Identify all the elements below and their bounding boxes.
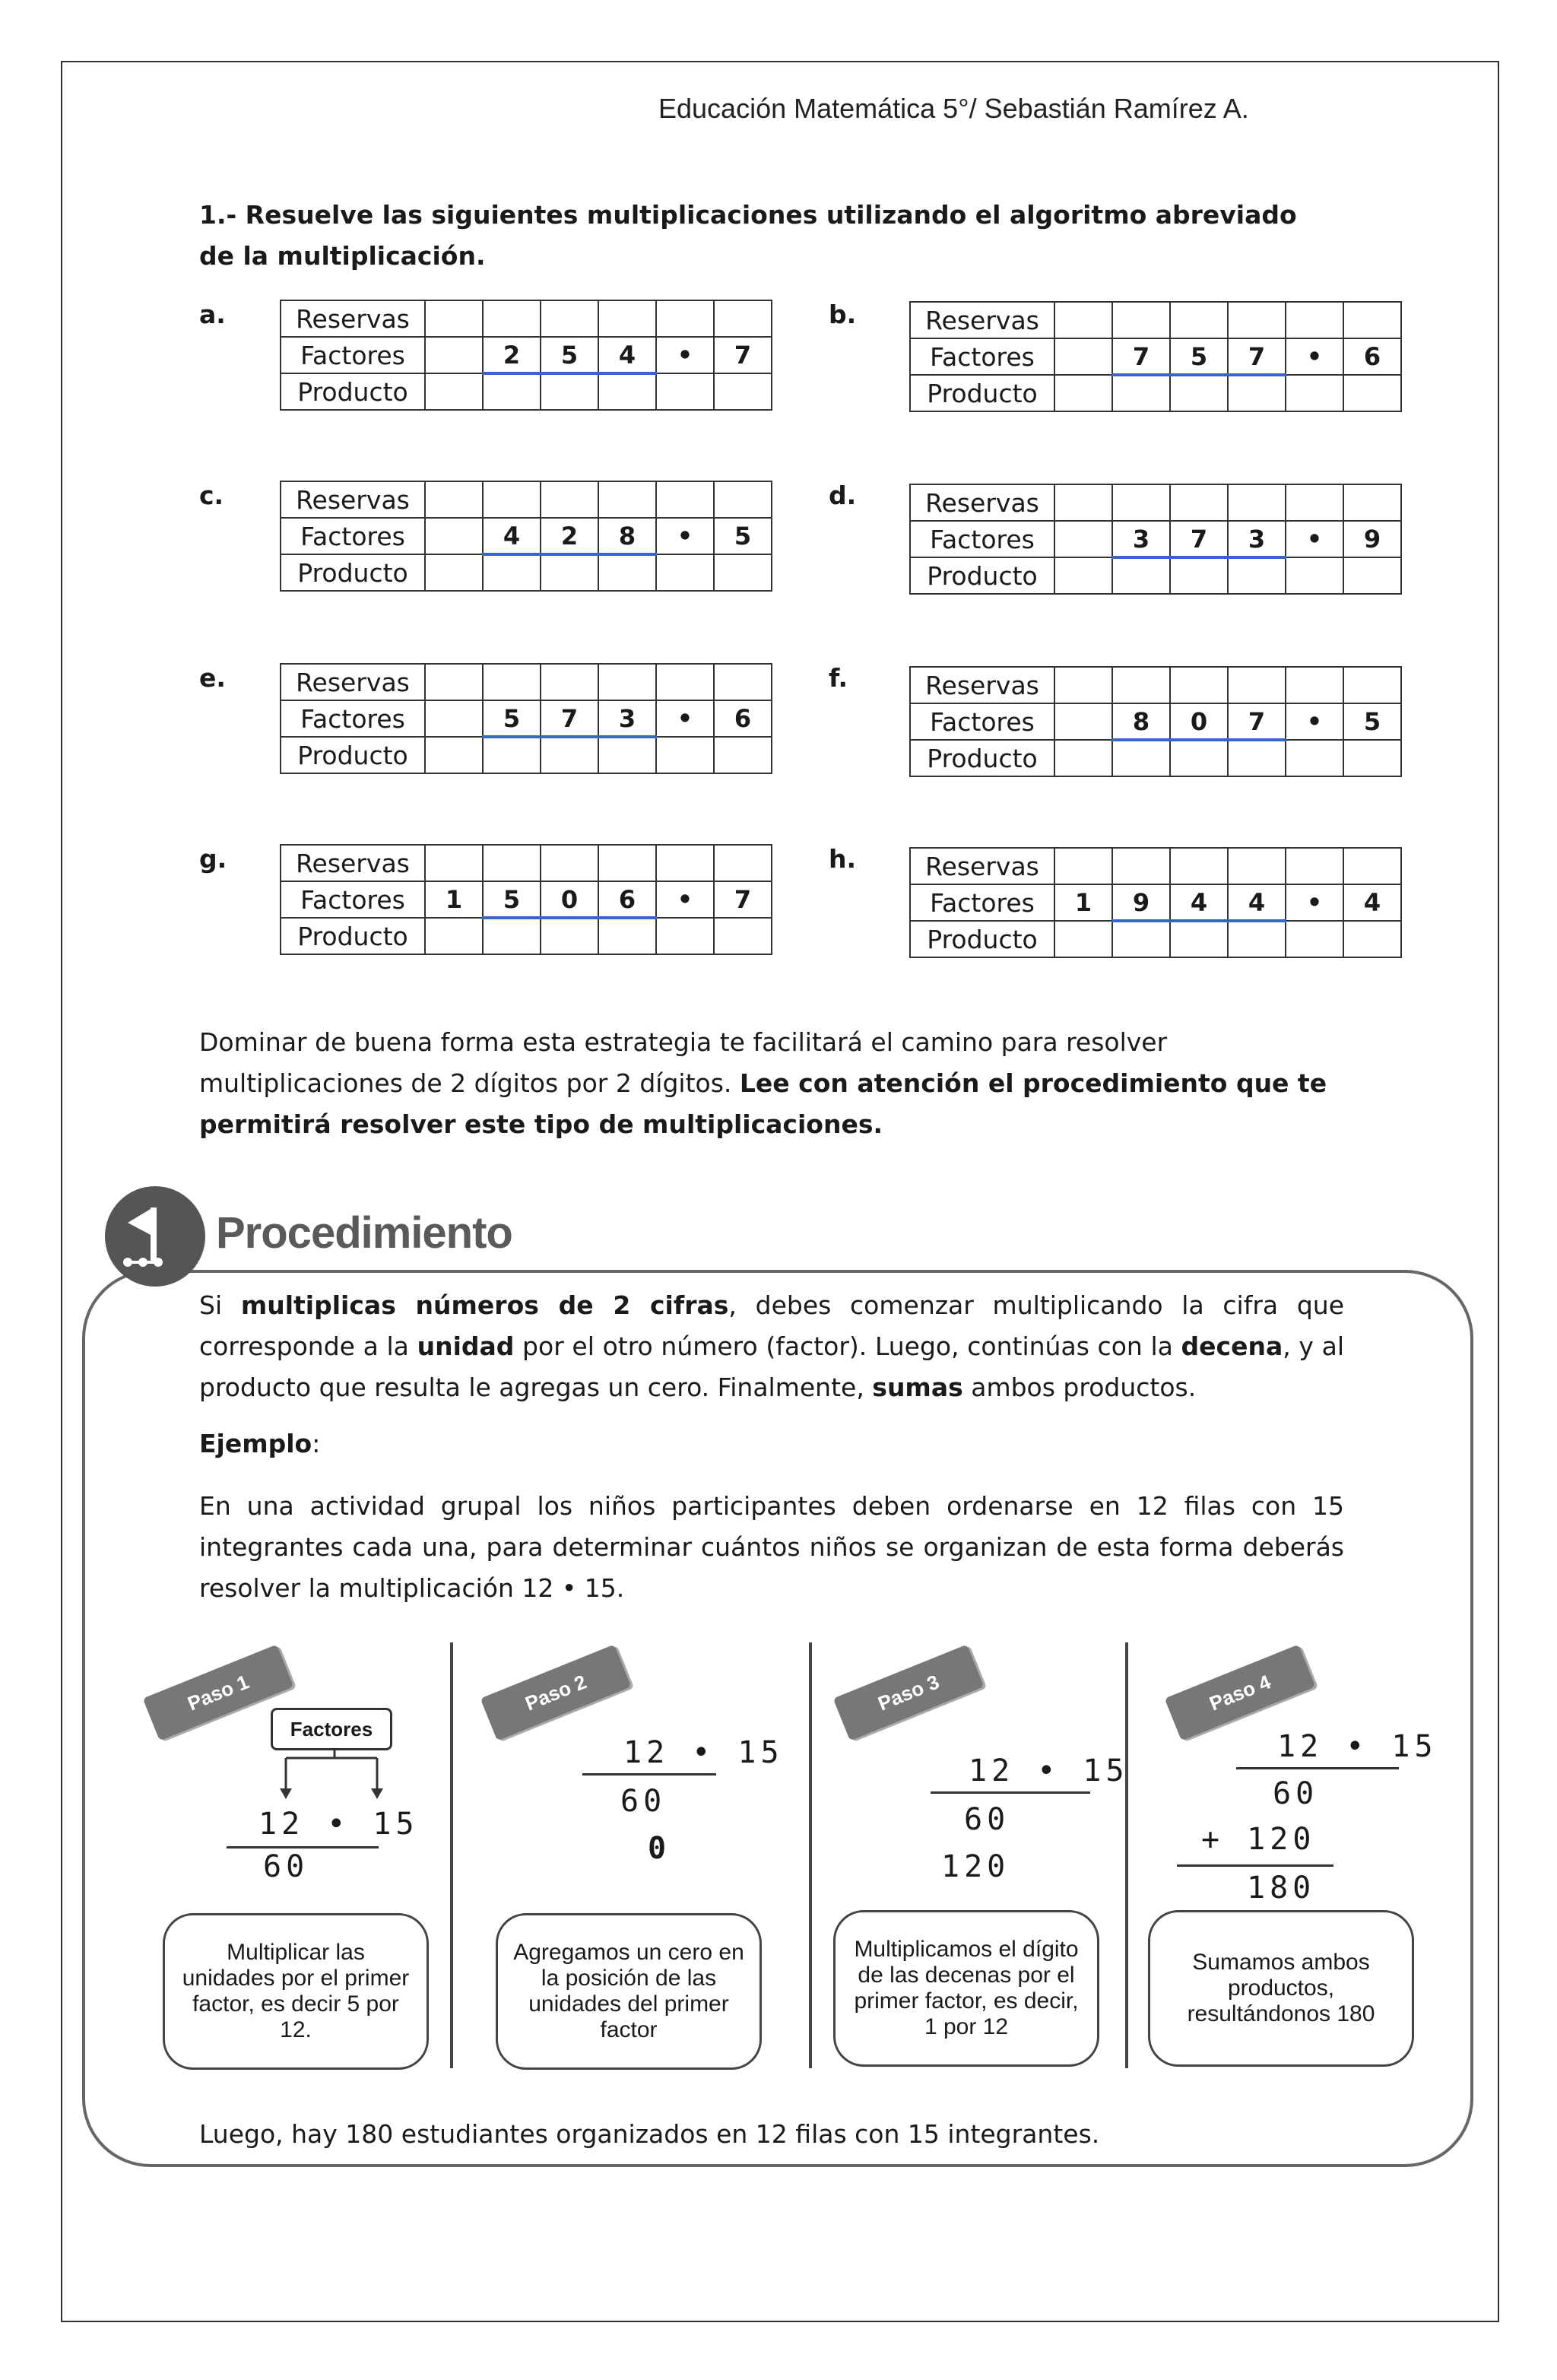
producto-cell[interactable]: [483, 554, 541, 591]
producto-cell[interactable]: [714, 737, 772, 773]
reservas-label: Reservas: [281, 845, 425, 881]
producto-cell[interactable]: [1054, 740, 1112, 776]
producto-cell[interactable]: [483, 373, 541, 410]
factor-cell: 5: [483, 700, 541, 737]
producto-label: Producto: [910, 375, 1054, 411]
step-2-result-1: 60: [620, 1784, 667, 1819]
step-divider: [450, 1642, 453, 2068]
producto-cell[interactable]: [483, 737, 541, 773]
producto-cell[interactable]: [1286, 740, 1343, 776]
factor-cell: 9: [1112, 884, 1170, 921]
factor-cell: 4: [1343, 884, 1401, 921]
producto-cell[interactable]: [714, 373, 772, 410]
example-text: En una actividad grupal los niños participantes deben ordenarse en 12 filas con 15 integrantes cada una, para determinar cuántos niños se organizan de esta forma deberás resolver la multiplicación 12 • 15.: [199, 1491, 1344, 1603]
reservas-cell[interactable]: [656, 300, 714, 337]
factor-cell: •: [1286, 338, 1343, 375]
reservas-cell[interactable]: [425, 300, 483, 337]
factor-cell: •: [656, 337, 714, 373]
factor-cell: •: [1286, 703, 1343, 740]
producto-cell[interactable]: [1343, 921, 1401, 957]
factor-cell: 3: [1228, 521, 1286, 557]
reservas-cell[interactable]: [1343, 667, 1401, 703]
exercise-letter: b.: [829, 300, 857, 329]
factor-cell: •: [656, 518, 714, 554]
factor-cell: 4: [483, 518, 541, 554]
reservas-cell[interactable]: [1170, 302, 1228, 338]
producto-label: Producto: [910, 740, 1054, 776]
factores-label: Factores: [910, 884, 1054, 921]
producto-cell[interactable]: [656, 554, 714, 591]
reservas-cell[interactable]: [1112, 302, 1170, 338]
reservas-label: Reservas: [281, 664, 425, 700]
step-4-operation: 12 • 15: [1277, 1729, 1438, 1764]
reservas-label: Reservas: [910, 848, 1054, 884]
producto-cell[interactable]: [425, 373, 483, 410]
producto-cell[interactable]: [1170, 375, 1228, 411]
factor-cell: [425, 337, 483, 373]
factor-cell: 7: [714, 337, 772, 373]
procedure-explanation: Si multiplicas números de 2 cifras, debes comenzar multiplicando la cifra que corresponde a la unidad por el otro número (factor). Luego, continúas con la decena, y al producto que resulta le agregas un cero. Finalmente, sumas ambos productos.: [199, 1290, 1345, 1402]
exercise-letter: e.: [199, 663, 226, 693]
factor-cell: 1: [425, 881, 483, 918]
reservas-cell[interactable]: [1343, 848, 1401, 884]
producto-cell[interactable]: [1054, 921, 1112, 957]
reservas-cell[interactable]: [1286, 667, 1343, 703]
multiplication-table: [909, 847, 1402, 958]
reservas-cell[interactable]: [483, 481, 541, 518]
producto-cell[interactable]: [425, 737, 483, 773]
factor-cell: 2: [483, 337, 541, 373]
producto-cell[interactable]: [1170, 740, 1228, 776]
intro-bold: Lee con atención el procedimiento que te permitirá resolver este tipo de multiplicaciones.: [199, 1068, 1327, 1139]
step-3-result-2: 120: [941, 1849, 1010, 1884]
producto-cell[interactable]: [425, 554, 483, 591]
factor-cell: 0: [1170, 703, 1228, 740]
reservas-cell[interactable]: [1228, 484, 1286, 521]
factor-cell: 7: [541, 700, 598, 737]
producto-cell[interactable]: [1343, 557, 1401, 594]
reservas-cell[interactable]: [714, 300, 772, 337]
factor-cell: [1054, 703, 1112, 740]
factor-cell: 5: [714, 518, 772, 554]
reservas-cell[interactable]: [1228, 667, 1286, 703]
underline: [582, 1773, 716, 1775]
reservas-label: Reservas: [910, 667, 1054, 703]
step-2-operation: 12 • 15: [623, 1735, 784, 1770]
factor-cell: 4: [1170, 884, 1228, 921]
factor-cell: [425, 700, 483, 737]
factor-cell: 2: [541, 518, 598, 554]
producto-cell[interactable]: [541, 918, 598, 954]
reservas-cell[interactable]: [714, 845, 772, 881]
producto-cell[interactable]: [541, 737, 598, 773]
factor-cell: 8: [598, 518, 656, 554]
exercise-letter: c.: [199, 481, 224, 510]
reservas-cell[interactable]: [656, 481, 714, 518]
reservas-cell[interactable]: [541, 664, 598, 700]
producto-cell[interactable]: [1228, 740, 1286, 776]
reservas-cell[interactable]: [541, 300, 598, 337]
reservas-cell[interactable]: [714, 664, 772, 700]
flag-icon: [105, 1186, 205, 1287]
step-3-operation: 12 • 15: [969, 1753, 1129, 1788]
reservas-cell[interactable]: [656, 845, 714, 881]
page-header: Educación Matemática 5°/ Sebastián Ramírez A.: [658, 93, 1249, 124]
factor-cell: 9: [1343, 521, 1401, 557]
reservas-cell[interactable]: [1054, 302, 1112, 338]
factores-label: Factores: [910, 338, 1054, 375]
step-1-tag: Paso 1: [143, 1645, 294, 1741]
producto-cell[interactable]: [1170, 557, 1228, 594]
producto-cell[interactable]: [1228, 921, 1286, 957]
factor-cell: 7: [1112, 338, 1170, 375]
reservas-label: Reservas: [910, 302, 1054, 338]
reservas-cell[interactable]: [598, 481, 656, 518]
step-2-explanation: Agregamos un cero en la posición de las unidades del primer factor: [496, 1913, 762, 2070]
reservas-cell[interactable]: [1286, 848, 1343, 884]
producto-cell[interactable]: [425, 918, 483, 954]
exercise-letter: h.: [829, 844, 857, 874]
factor-cell: 4: [1228, 884, 1286, 921]
reservas-cell[interactable]: [598, 300, 656, 337]
step-4-result-3: 180: [1247, 1871, 1316, 1906]
producto-cell[interactable]: [714, 554, 772, 591]
producto-cell[interactable]: [541, 373, 598, 410]
reservas-cell[interactable]: [483, 300, 541, 337]
reservas-cell[interactable]: [1112, 484, 1170, 521]
producto-label: Producto: [281, 737, 425, 773]
factor-cell: •: [1286, 521, 1343, 557]
reservas-cell[interactable]: [425, 481, 483, 518]
reservas-cell[interactable]: [1286, 484, 1343, 521]
reservas-cell[interactable]: [1054, 484, 1112, 521]
factores-label: Factores: [271, 1708, 392, 1750]
step-3-tag: Paso 3: [833, 1645, 985, 1741]
factor-cell: 3: [1112, 521, 1170, 557]
producto-cell[interactable]: [1112, 740, 1170, 776]
producto-label: Producto: [281, 373, 425, 410]
exercise-letter: f.: [829, 663, 848, 693]
multiplication-table: [909, 484, 1402, 595]
step-divider: [1125, 1642, 1128, 2068]
factor-cell: 6: [598, 881, 656, 918]
reservas-label: Reservas: [281, 481, 425, 518]
reservas-cell[interactable]: [1054, 848, 1112, 884]
factor-cell: 4: [598, 337, 656, 373]
step-4-result-1: 60: [1273, 1776, 1319, 1811]
reservas-cell[interactable]: [1170, 667, 1228, 703]
reservas-cell[interactable]: [656, 664, 714, 700]
producto-cell[interactable]: [656, 373, 714, 410]
producto-cell[interactable]: [1286, 921, 1343, 957]
reservas-cell[interactable]: [1170, 848, 1228, 884]
factor-cell: •: [1286, 884, 1343, 921]
factor-cell: [1054, 521, 1112, 557]
multiplication-table: [280, 481, 772, 592]
step-4-result-2: + 120: [1201, 1822, 1316, 1857]
factores-label: Factores: [910, 521, 1054, 557]
reservas-cell[interactable]: [1286, 302, 1343, 338]
step-2-tag: Paso 2: [480, 1645, 632, 1741]
reservas-cell[interactable]: [1343, 302, 1401, 338]
reservas-cell[interactable]: [1112, 848, 1170, 884]
producto-cell[interactable]: [714, 918, 772, 954]
producto-label: Producto: [281, 554, 425, 591]
step-4-explanation: Sumamos ambos productos, resultándonos 180: [1148, 1910, 1414, 2067]
factores-label: Factores: [281, 337, 425, 373]
reservas-cell[interactable]: [598, 845, 656, 881]
factor-cell: 7: [1170, 521, 1228, 557]
producto-cell[interactable]: [1170, 921, 1228, 957]
reservas-cell[interactable]: [714, 481, 772, 518]
reservas-cell[interactable]: [483, 664, 541, 700]
producto-cell[interactable]: [1112, 375, 1170, 411]
factor-cell: 5: [483, 881, 541, 918]
factor-cell: 7: [1228, 703, 1286, 740]
producto-cell[interactable]: [1054, 375, 1112, 411]
factor-cell: 5: [541, 337, 598, 373]
procedure-title: Procedimiento: [216, 1208, 512, 1258]
step-divider: [809, 1642, 812, 2068]
step-1-operation: 12 • 15: [258, 1807, 419, 1842]
factor-cell: 3: [598, 700, 656, 737]
factor-cell: 7: [1228, 338, 1286, 375]
reservas-cell[interactable]: [1112, 667, 1170, 703]
factor-cell: 1: [1054, 884, 1112, 921]
step-4-tag: Paso 4: [1165, 1645, 1316, 1741]
intro-paragraph: [199, 1022, 1340, 1145]
underline: [931, 1791, 1090, 1794]
reservas-cell[interactable]: [541, 845, 598, 881]
producto-cell[interactable]: [483, 918, 541, 954]
producto-cell[interactable]: [1286, 557, 1343, 594]
producto-cell[interactable]: [1228, 557, 1286, 594]
producto-cell[interactable]: [1054, 557, 1112, 594]
step-1-result: 60: [263, 1849, 309, 1884]
multiplication-table: [280, 300, 772, 411]
producto-cell[interactable]: [598, 554, 656, 591]
reservas-cell[interactable]: [1228, 302, 1286, 338]
step-3-explanation: Multiplicamos el dígito de las decenas por el primer factor, es decir, 1 por 12: [833, 1910, 1099, 2067]
reservas-cell[interactable]: [425, 845, 483, 881]
multiplication-table: [280, 844, 772, 955]
producto-label: Producto: [910, 557, 1054, 594]
factor-cell: 7: [714, 881, 772, 918]
underline: [1236, 1767, 1399, 1769]
producto-cell[interactable]: [1343, 740, 1401, 776]
step-2-result-2: 0: [648, 1831, 671, 1866]
producto-cell[interactable]: [598, 373, 656, 410]
factores-label: Factores: [910, 703, 1054, 740]
producto-label: Producto: [910, 921, 1054, 957]
step-3-result-1: 60: [964, 1802, 1010, 1837]
reservas-cell[interactable]: [1170, 484, 1228, 521]
reservas-cell[interactable]: [541, 481, 598, 518]
reservas-label: Reservas: [910, 484, 1054, 521]
producto-label: Producto: [281, 918, 425, 954]
producto-cell[interactable]: [1112, 557, 1170, 594]
example-label: Ejemplo:: [199, 1429, 321, 1458]
factor-cell: 5: [1343, 703, 1401, 740]
underline: [1177, 1864, 1333, 1867]
multiplication-table: [280, 663, 772, 774]
reservas-cell[interactable]: [1343, 484, 1401, 521]
procedure-conclusion: Luego, hay 180 estudiantes organizados en 12 filas con 15 integrantes.: [199, 2119, 1100, 2149]
reservas-cell[interactable]: [598, 664, 656, 700]
reservas-cell[interactable]: [425, 664, 483, 700]
factor-cell: 0: [541, 881, 598, 918]
producto-cell[interactable]: [1228, 375, 1286, 411]
producto-cell[interactable]: [1343, 375, 1401, 411]
reservas-label: Reservas: [281, 300, 425, 337]
question-title: 1.- Resuelve las siguientes multiplicaciones utilizando el algoritmo abreviado de la multiplicación.: [199, 200, 1297, 271]
producto-cell[interactable]: [1112, 921, 1170, 957]
reservas-cell[interactable]: [1054, 667, 1112, 703]
factor-cell: 8: [1112, 703, 1170, 740]
exercise-letter: g.: [199, 844, 227, 874]
factor-cell: [425, 518, 483, 554]
producto-cell[interactable]: [1286, 375, 1343, 411]
factor-cell: •: [656, 700, 714, 737]
producto-cell[interactable]: [598, 737, 656, 773]
producto-cell[interactable]: [656, 918, 714, 954]
factor-arrows: [274, 1749, 395, 1810]
factor-cell: 5: [1170, 338, 1228, 375]
multiplication-table: [909, 666, 1402, 777]
reservas-cell[interactable]: [483, 845, 541, 881]
intro-text: Dominar de buena forma esta estrategia te facilitará el camino para resolver multiplicaciones de 2 dígitos por 2 dígitos.: [199, 1027, 1168, 1098]
factores-label: Factores: [281, 881, 425, 918]
factor-cell: •: [656, 881, 714, 918]
producto-cell[interactable]: [656, 737, 714, 773]
exercise-letter: d.: [829, 481, 857, 510]
underline: [227, 1846, 379, 1848]
factores-label: Factores: [281, 518, 425, 554]
multiplication-table: [909, 301, 1402, 412]
factores-label: Factores: [281, 700, 425, 737]
producto-cell[interactable]: [598, 918, 656, 954]
factor-cell: 6: [714, 700, 772, 737]
step-1-explanation: Multiplicar las unidades por el primer factor, es decir 5 por 12.: [163, 1913, 429, 2070]
factor-cell: [1054, 338, 1112, 375]
reservas-cell[interactable]: [1228, 848, 1286, 884]
factor-cell: 6: [1343, 338, 1401, 375]
producto-cell[interactable]: [541, 554, 598, 591]
exercise-letter: a.: [199, 300, 226, 329]
